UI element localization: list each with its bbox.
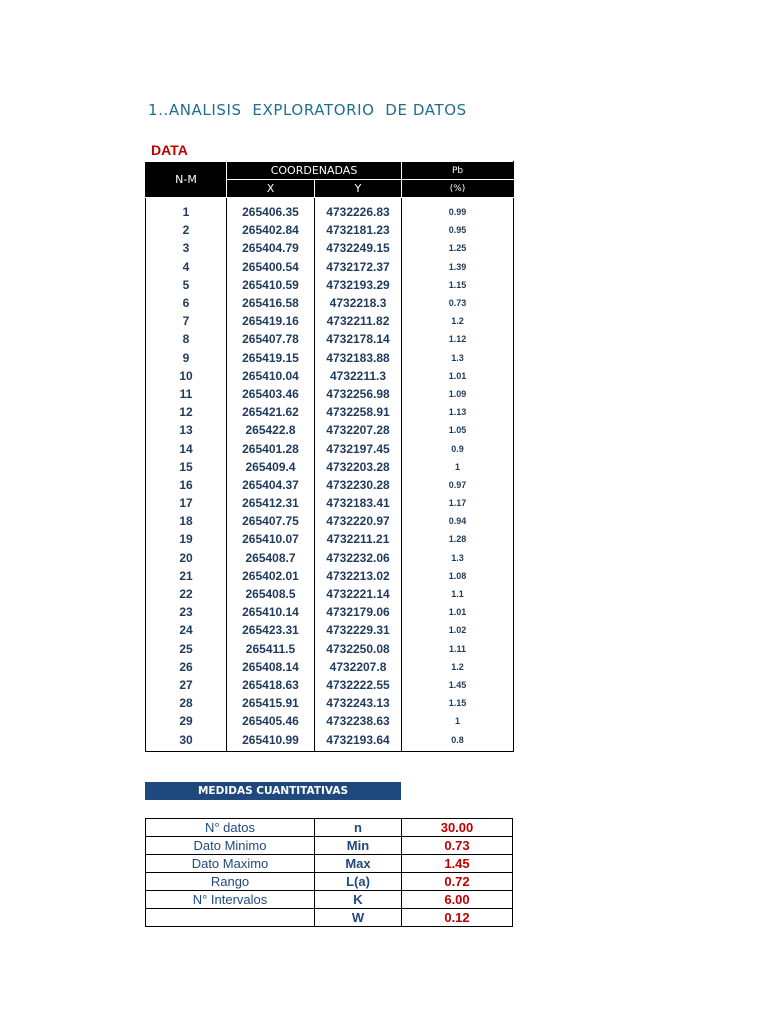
stat-label: N° datos <box>146 819 315 837</box>
cell-pb: 0.73 <box>448 298 467 309</box>
cell-x: 265412.31 <box>227 494 315 512</box>
stats-row <box>146 855 513 873</box>
stat-label: N° Intervalos <box>146 891 315 909</box>
cell-y: 4732211.3 <box>315 367 402 385</box>
table-row <box>146 221 514 239</box>
table-row <box>146 458 514 476</box>
cell-y: 4732179.06 <box>315 603 402 621</box>
cell-nm: 24 <box>146 621 227 639</box>
cell-pb: 1.05 <box>448 425 467 436</box>
cell-y: 4732221.14 <box>315 585 402 603</box>
cell-nm: 6 <box>146 294 227 312</box>
cell-pb: 1.45 <box>448 679 467 690</box>
cell-nm: 16 <box>146 476 227 494</box>
cell-x: 265407.78 <box>227 330 315 348</box>
stat-value: 30.00 <box>402 819 513 837</box>
cell-pb: 1.3 <box>451 352 464 363</box>
stats-row <box>146 909 513 927</box>
table-row <box>146 640 514 658</box>
cell-y: 4732181.23 <box>315 221 402 239</box>
stat-label: Rango <box>146 873 315 891</box>
cell-x: 265407.75 <box>227 512 315 530</box>
cell-y: 4732213.02 <box>315 567 402 585</box>
cell-pb: 1.17 <box>448 498 467 509</box>
cell-y: 4732197.45 <box>315 439 402 457</box>
header-nm: N-M <box>146 162 227 198</box>
cell-nm: 5 <box>146 276 227 294</box>
cell-y: 4732203.28 <box>315 458 402 476</box>
stat-label <box>146 909 315 927</box>
cell-pb: 1.13 <box>448 407 467 418</box>
table-row <box>146 549 514 567</box>
cell-x: 265410.04 <box>227 367 315 385</box>
table-row <box>146 676 514 694</box>
table-row <box>146 585 514 603</box>
cell-pb: 1.25 <box>448 243 467 254</box>
stats-row <box>146 873 513 891</box>
cell-pb: 1.11 <box>449 643 467 654</box>
table-row <box>146 312 514 330</box>
cell-nm: 12 <box>146 403 227 421</box>
stat-value: 0.72 <box>402 873 513 891</box>
cell-pb: 0.99 <box>448 207 467 218</box>
table-row <box>146 494 514 512</box>
cell-y: 4732226.83 <box>315 203 402 221</box>
cell-y: 4732211.21 <box>315 530 402 548</box>
cell-y: 4732183.88 <box>315 349 402 367</box>
cell-x: 265418.63 <box>227 676 315 694</box>
cell-pb: 1.1 <box>451 589 464 600</box>
table-row <box>146 258 514 276</box>
cell-pb: 1.01 <box>448 370 467 381</box>
cell-nm: 8 <box>146 330 227 348</box>
cell-y: 4732211.82 <box>315 312 402 330</box>
stats-row <box>146 891 513 909</box>
cell-pb: 1.15 <box>448 279 467 290</box>
stat-symbol: K <box>315 891 402 909</box>
table-row <box>146 203 514 221</box>
cell-nm: 30 <box>146 730 227 751</box>
cell-nm: 27 <box>146 676 227 694</box>
cell-x: 265422.8 <box>227 421 315 439</box>
stat-value: 6.00 <box>402 891 513 909</box>
cell-nm: 23 <box>146 603 227 621</box>
cell-x: 265404.37 <box>227 476 315 494</box>
cell-y: 4732172.37 <box>315 258 402 276</box>
cell-nm: 4 <box>146 258 227 276</box>
cell-nm: 20 <box>146 549 227 567</box>
cell-x: 265409.4 <box>227 458 315 476</box>
cell-x: 265419.15 <box>227 349 315 367</box>
cell-x: 265410.14 <box>227 603 315 621</box>
table-row <box>146 621 514 639</box>
cell-y: 4732183.41 <box>315 494 402 512</box>
cell-x: 265416.58 <box>227 294 315 312</box>
cell-pb: 1.39 <box>448 261 467 272</box>
cell-pb: 1.12 <box>448 334 467 345</box>
stat-symbol: n <box>315 819 402 837</box>
cell-y: 4732232.06 <box>315 549 402 567</box>
cell-y: 4732207.28 <box>315 421 402 439</box>
table-row <box>146 385 514 403</box>
cell-nm: 2 <box>146 221 227 239</box>
cell-y: 4732249.15 <box>315 239 402 257</box>
cell-pb: 1.3 <box>451 552 464 563</box>
cell-nm: 26 <box>146 658 227 676</box>
cell-y: 4732258.91 <box>315 403 402 421</box>
cell-x: 265404.79 <box>227 239 315 257</box>
cell-y: 4732220.97 <box>315 512 402 530</box>
cell-x: 265410.07 <box>227 530 315 548</box>
cell-nm: 14 <box>146 439 227 457</box>
header-y: Y <box>315 180 402 198</box>
stat-label: Dato Maximo <box>146 855 315 873</box>
stats-table <box>145 818 513 927</box>
cell-y: 4732230.28 <box>315 476 402 494</box>
cell-y: 4732178.14 <box>315 330 402 348</box>
cell-y: 4732207.8 <box>315 658 402 676</box>
cell-nm: 29 <box>146 712 227 730</box>
cell-x: 265402.84 <box>227 221 315 239</box>
table-row <box>146 476 514 494</box>
stat-value: 1.45 <box>402 855 513 873</box>
cell-y: 4732193.64 <box>315 730 402 751</box>
header-pb-unit: (%) <box>402 180 514 198</box>
header-x: X <box>227 180 315 198</box>
cell-y: 4732222.55 <box>315 676 402 694</box>
table-row <box>146 330 514 348</box>
table-row <box>146 694 514 712</box>
header-pb: Pb <box>402 162 514 180</box>
table-row <box>146 567 514 585</box>
cell-nm: 10 <box>146 367 227 385</box>
cell-pb: 1.2 <box>451 661 464 672</box>
cell-pb: 0.95 <box>448 225 467 236</box>
data-section-label: DATA <box>151 142 188 158</box>
cell-pb: 0.8 <box>451 734 464 745</box>
cell-x: 265401.28 <box>227 439 315 457</box>
cell-nm: 1 <box>146 203 227 221</box>
cell-pb: 1 <box>455 716 461 727</box>
data-table-body <box>146 198 514 752</box>
medidas-header: MEDIDAS CUANTITATIVAS <box>145 782 401 800</box>
cell-nm: 7 <box>146 312 227 330</box>
cell-pb: 0.97 <box>448 479 467 490</box>
cell-nm: 13 <box>146 421 227 439</box>
cell-y: 4732193.29 <box>315 276 402 294</box>
cell-pb: 1.08 <box>448 570 467 581</box>
stat-symbol: Min <box>315 837 402 855</box>
stats-table-body <box>146 819 513 927</box>
cell-pb: 1.28 <box>448 534 467 545</box>
cell-nm: 17 <box>146 494 227 512</box>
table-row <box>146 530 514 548</box>
table-row <box>146 603 514 621</box>
cell-nm: 28 <box>146 694 227 712</box>
cell-pb: 0.94 <box>448 516 467 527</box>
table-row <box>146 403 514 421</box>
cell-pb: 1.02 <box>448 625 467 636</box>
cell-x: 265411.5 <box>227 640 315 658</box>
cell-nm: 3 <box>146 239 227 257</box>
table-row <box>146 730 514 751</box>
page-title: 1..ANALISIS EXPLORATORIO DE DATOS <box>148 101 467 119</box>
cell-pb: 0.9 <box>451 443 464 454</box>
cell-nm: 25 <box>146 640 227 658</box>
cell-pb: 1 <box>455 461 461 472</box>
cell-y: 4732250.08 <box>315 640 402 658</box>
cell-x: 265408.14 <box>227 658 315 676</box>
cell-x: 265421.62 <box>227 403 315 421</box>
cell-nm: 21 <box>146 567 227 585</box>
stat-symbol: Max <box>315 855 402 873</box>
stat-label: Dato Minimo <box>146 837 315 855</box>
cell-nm: 11 <box>146 385 227 403</box>
stat-symbol: W <box>315 909 402 927</box>
cell-x: 265403.46 <box>227 385 315 403</box>
stat-value: 0.73 <box>402 837 513 855</box>
table-row <box>146 349 514 367</box>
cell-y: 4732218.3 <box>315 294 402 312</box>
table-row <box>146 367 514 385</box>
cell-nm: 19 <box>146 530 227 548</box>
cell-x: 265410.59 <box>227 276 315 294</box>
table-row <box>146 712 514 730</box>
cell-pb: 1.2 <box>451 316 464 327</box>
table-row <box>146 239 514 257</box>
cell-x: 265405.46 <box>227 712 315 730</box>
table-row <box>146 512 514 530</box>
table-row <box>146 658 514 676</box>
cell-nm: 15 <box>146 458 227 476</box>
stat-symbol: L(a) <box>315 873 402 891</box>
cell-nm: 22 <box>146 585 227 603</box>
stat-value: 0.12 <box>402 909 513 927</box>
cell-y: 4732229.31 <box>315 621 402 639</box>
stats-row <box>146 819 513 837</box>
cell-pb: 1.09 <box>448 388 467 399</box>
cell-y: 4732238.63 <box>315 712 402 730</box>
cell-pb: 1.01 <box>448 607 467 618</box>
cell-x: 265408.5 <box>227 585 315 603</box>
stats-row <box>146 837 513 855</box>
cell-x: 265400.54 <box>227 258 315 276</box>
header-coordenadas: COORDENADAS <box>227 162 402 180</box>
data-table <box>145 161 514 752</box>
cell-pb: 1.15 <box>448 698 467 709</box>
cell-y: 4732243.13 <box>315 694 402 712</box>
table-row <box>146 276 514 294</box>
cell-x: 265423.31 <box>227 621 315 639</box>
cell-x: 265419.16 <box>227 312 315 330</box>
cell-x: 265406.35 <box>227 203 315 221</box>
table-row <box>146 421 514 439</box>
cell-nm: 18 <box>146 512 227 530</box>
cell-nm: 9 <box>146 349 227 367</box>
table-row <box>146 294 514 312</box>
cell-x: 265402.01 <box>227 567 315 585</box>
cell-x: 265415.91 <box>227 694 315 712</box>
cell-y: 4732256.98 <box>315 385 402 403</box>
table-row <box>146 439 514 457</box>
cell-x: 265410.99 <box>227 730 315 751</box>
cell-x: 265408.7 <box>227 549 315 567</box>
